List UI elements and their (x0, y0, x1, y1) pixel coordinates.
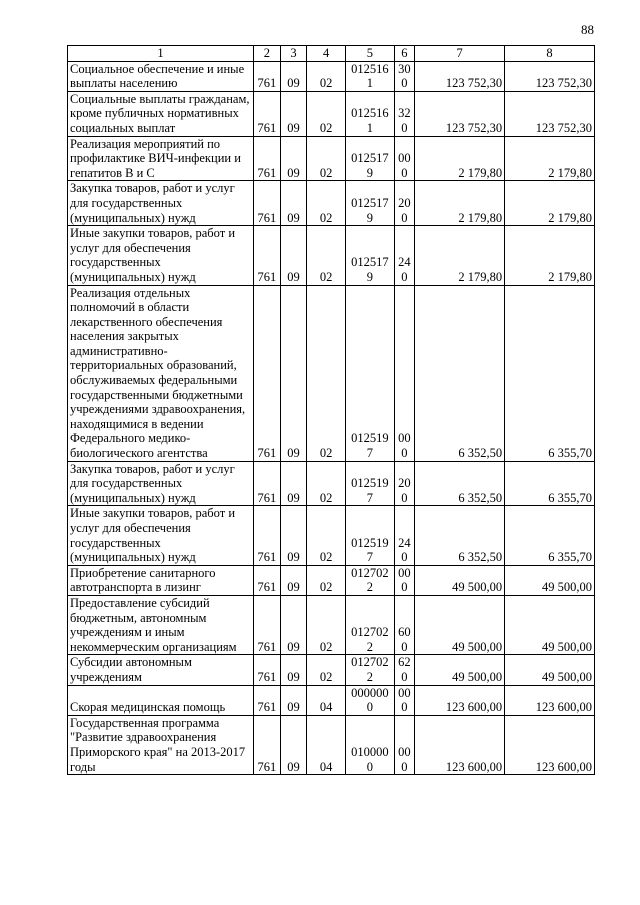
section-cell (280, 715, 306, 774)
expense-type-cell (394, 715, 414, 774)
target-article-cell (345, 715, 394, 774)
admin-code-cell (254, 565, 281, 595)
expense-type-cell (394, 136, 414, 181)
expense-type-cell-text: 240 (398, 535, 411, 565)
section-cell-text: 09 (287, 446, 300, 461)
target-article-cell-text: 0100000 (351, 744, 389, 774)
admin-code-cell-text: 761 (257, 759, 277, 774)
section-cell (280, 61, 306, 91)
amount-cell-text: 6 355,70 (548, 550, 592, 565)
section-cell (280, 91, 306, 136)
table-row (68, 655, 595, 685)
row-name-cell-text: Субсидии автономным учреждениям (70, 655, 192, 684)
row-name-cell (68, 136, 254, 181)
amount-cell (505, 285, 595, 461)
target-article-cell-text: 0125179 (351, 151, 389, 180)
target-article-cell-text: 0000000 (351, 685, 389, 715)
amount-cell (505, 61, 595, 91)
header-cell: 6 (394, 46, 414, 62)
section-cell-text: 09 (287, 490, 300, 505)
expense-type-cell (394, 181, 414, 226)
admin-code-cell (254, 461, 281, 506)
subsection-cell-text: 04 (319, 700, 333, 715)
table-row (68, 461, 595, 506)
admin-code-cell-text: 761 (257, 269, 277, 284)
subsection-cell (307, 226, 346, 285)
table-row (68, 685, 595, 715)
subsection-cell (307, 181, 346, 226)
target-article-cell-text: 0127022 (351, 565, 389, 595)
amount-cell-text: 6 352,50 (458, 550, 503, 565)
subsection-cell (307, 715, 346, 774)
expense-type-cell (394, 461, 414, 506)
amount-cell-text: 2 179,80 (458, 210, 503, 225)
amount-cell-text: 2 179,80 (548, 165, 592, 180)
section-cell (280, 685, 306, 715)
table-row (68, 136, 595, 181)
target-article-cell-text: 0125197 (351, 476, 389, 505)
amount-cell (505, 461, 595, 506)
row-name-cell (68, 595, 254, 654)
subsection-cell-text: 02 (319, 669, 333, 684)
admin-code-cell-text: 761 (257, 550, 277, 565)
expense-type-cell-text: 200 (398, 195, 411, 225)
amount-cell-text: 2 179,80 (458, 269, 503, 284)
expense-type-cell-text: 000 (398, 431, 411, 461)
expense-type-cell (394, 655, 414, 685)
admin-code-cell-text: 761 (257, 700, 277, 715)
budget-table (67, 45, 595, 775)
amount-cell-text: 123 600,00 (445, 700, 503, 715)
admin-code-cell (254, 226, 281, 285)
target-article-cell-text: 0125197 (351, 431, 389, 461)
section-cell (280, 226, 306, 285)
amount-cell (505, 136, 595, 181)
section-cell (280, 181, 306, 226)
subsection-cell-text: 02 (319, 120, 333, 135)
subsection-cell-text: 02 (319, 76, 333, 91)
admin-code-cell-text: 761 (257, 580, 277, 595)
row-name-cell-text: Реализация отдельных полномочий в области лекарственного обеспечения населения закрытых административно-территориальных образований, обслуживаемых федеральными государственными бюджетными учреждениями здравоохранения, находящимися в ведении Федерального медико-биологического агентства (70, 285, 246, 461)
amount-cell-text: 49 500,00 (452, 669, 503, 684)
subsection-cell (307, 285, 346, 461)
table-row (68, 91, 595, 136)
target-article-cell-text: 0125179 (351, 255, 389, 284)
admin-code-cell-text: 761 (257, 76, 277, 91)
admin-code-cell (254, 136, 281, 181)
section-cell-text: 09 (287, 76, 300, 91)
target-article-cell-text: 0125197 (351, 535, 389, 565)
admin-code-cell (254, 685, 281, 715)
row-name-cell-text: Государственная программа "Развитие здравоохранения Приморского края" на 2013-2017 годы (70, 715, 246, 774)
section-cell (280, 655, 306, 685)
row-name-cell (68, 715, 254, 774)
expense-type-cell-text: 320 (398, 106, 411, 135)
amount-cell (505, 181, 595, 226)
amount-cell (415, 61, 505, 91)
header-cell: 4 (307, 46, 346, 62)
subsection-cell-text: 02 (319, 165, 333, 180)
row-name-cell (68, 61, 254, 91)
target-article-cell (345, 685, 394, 715)
section-cell-text: 09 (287, 269, 300, 284)
admin-code-cell (254, 285, 281, 461)
amount-cell-text: 6 355,70 (548, 490, 592, 505)
admin-code-cell-text: 761 (257, 639, 277, 654)
table-row (68, 506, 595, 565)
expense-type-cell-text: 000 (398, 685, 411, 715)
target-article-cell-text: 0125161 (351, 61, 389, 91)
row-name-cell-text: Иные закупки товаров, работ и услуг для обеспечения государственных (муниципальных) нужд (70, 506, 236, 565)
amount-cell (505, 91, 595, 136)
admin-code-cell (254, 61, 281, 91)
expense-type-cell-text: 000 (398, 565, 411, 595)
amount-cell (415, 565, 505, 595)
row-name-cell (68, 461, 254, 506)
admin-code-cell-text: 761 (257, 120, 277, 135)
amount-cell (415, 91, 505, 136)
expense-type-cell-text: 000 (398, 744, 411, 774)
subsection-cell (307, 506, 346, 565)
section-cell (280, 136, 306, 181)
amount-cell-text: 6 352,50 (458, 446, 503, 461)
subsection-cell-text: 02 (319, 550, 333, 565)
target-article-cell (345, 181, 394, 226)
expense-type-cell-text: 600 (398, 625, 411, 654)
amount-cell (505, 595, 595, 654)
amount-cell (505, 655, 595, 685)
expense-type-cell (394, 91, 414, 136)
section-cell-text: 09 (287, 580, 300, 595)
amount-cell-text: 123 600,00 (445, 759, 503, 774)
amount-cell (505, 715, 595, 774)
admin-code-cell (254, 91, 281, 136)
section-cell (280, 285, 306, 461)
header-cell: 1 (68, 46, 254, 62)
section-cell-text: 09 (287, 700, 300, 715)
subsection-cell-text: 02 (319, 210, 333, 225)
row-name-cell-text: Закупка товаров, работ и услуг для государственных (муниципальных) нужд (70, 181, 235, 225)
section-cell (280, 461, 306, 506)
row-name-cell-text: Закупка товаров, работ и услуг для государственных (муниципальных) нужд (70, 461, 235, 505)
admin-code-cell-text: 761 (257, 446, 277, 461)
target-article-cell (345, 136, 394, 181)
amount-cell (415, 715, 505, 774)
row-name-cell-text: Приобретение санитарного автотранспорта в лизинг (70, 565, 216, 595)
amount-cell-text: 123 752,30 (535, 76, 592, 91)
amount-cell (505, 685, 595, 715)
subsection-cell-text: 02 (319, 269, 333, 284)
amount-cell-text: 49 500,00 (542, 580, 592, 595)
amount-cell-text: 6 355,70 (548, 446, 592, 461)
target-article-cell (345, 61, 394, 91)
row-name-cell (68, 226, 254, 285)
section-cell-text: 09 (287, 550, 300, 565)
amount-cell (505, 565, 595, 595)
amount-cell (505, 226, 595, 285)
admin-code-cell-text: 761 (257, 669, 277, 684)
amount-cell-text: 123 752,30 (445, 76, 503, 91)
table-row (68, 715, 595, 774)
table-row (68, 595, 595, 654)
admin-code-cell-text: 761 (257, 490, 277, 505)
row-name-cell (68, 285, 254, 461)
subsection-cell-text: 04 (319, 759, 333, 774)
admin-code-cell (254, 595, 281, 654)
table-row (68, 285, 595, 461)
section-cell (280, 565, 306, 595)
table-row (68, 61, 595, 91)
header-cell: 5 (345, 46, 394, 62)
row-name-cell (68, 655, 254, 685)
target-article-cell (345, 506, 394, 565)
admin-code-cell (254, 181, 281, 226)
amount-cell-text: 49 500,00 (542, 669, 592, 684)
section-cell-text: 09 (287, 669, 300, 684)
subsection-cell-text: 02 (319, 580, 333, 595)
admin-code-cell (254, 715, 281, 774)
subsection-cell (307, 91, 346, 136)
target-article-cell (345, 461, 394, 506)
section-cell-text: 09 (287, 759, 300, 774)
amount-cell-text: 2 179,80 (548, 210, 592, 225)
amount-cell (505, 506, 595, 565)
row-name-cell-text: Социальные выплаты гражданам, кроме публичных нормативных социальных выплат (70, 91, 250, 135)
admin-code-cell (254, 506, 281, 565)
target-article-cell-text: 0127022 (351, 625, 389, 654)
amount-cell-text: 123 600,00 (535, 759, 592, 774)
amount-cell-text: 6 352,50 (458, 490, 503, 505)
admin-code-cell (254, 655, 281, 685)
table-header-row (68, 46, 595, 62)
expense-type-cell (394, 61, 414, 91)
amount-cell (415, 506, 505, 565)
table-row (68, 565, 595, 595)
target-article-cell (345, 285, 394, 461)
expense-type-cell (394, 226, 414, 285)
amount-cell-text: 49 500,00 (542, 639, 592, 654)
expense-type-cell (394, 506, 414, 565)
header-cell: 8 (505, 46, 595, 62)
expense-type-cell (394, 595, 414, 654)
subsection-cell-text: 02 (319, 446, 333, 461)
header-cell: 3 (280, 46, 306, 62)
expense-type-cell (394, 685, 414, 715)
amount-cell-text: 49 500,00 (452, 639, 503, 654)
header-cell: 7 (415, 46, 505, 62)
section-cell (280, 595, 306, 654)
amount-cell-text: 123 600,00 (535, 700, 592, 715)
expense-type-cell (394, 285, 414, 461)
subsection-cell (307, 61, 346, 91)
section-cell-text: 09 (287, 120, 300, 135)
subsection-cell (307, 565, 346, 595)
amount-cell-text: 2 179,80 (548, 269, 592, 284)
row-name-cell (68, 685, 254, 715)
row-name-cell-text: Предоставление субсидий бюджетным, автономным учреждениям и иным некоммерческим организациям (70, 595, 237, 654)
amount-cell-text: 2 179,80 (458, 165, 503, 180)
amount-cell (415, 595, 505, 654)
expense-type-cell-text: 300 (398, 61, 411, 91)
row-name-cell-text: Иные закупки товаров, работ и услуг для обеспечения государственных (муниципальных) нужд (70, 226, 236, 284)
expense-type-cell (394, 565, 414, 595)
target-article-cell (345, 226, 394, 285)
amount-cell (415, 655, 505, 685)
header-cell: 2 (254, 46, 281, 62)
table-row (68, 181, 595, 226)
target-article-cell (345, 565, 394, 595)
amount-cell (415, 461, 505, 506)
expense-type-cell-text: 200 (398, 476, 411, 505)
subsection-cell-text: 02 (319, 639, 333, 654)
expense-type-cell-text: 240 (398, 255, 411, 284)
amount-cell-text: 123 752,30 (535, 120, 592, 135)
row-name-cell-text: Скорая медицинская помощь (70, 700, 226, 715)
target-article-cell (345, 91, 394, 136)
target-article-cell-text: 0125161 (351, 106, 389, 135)
target-article-cell (345, 655, 394, 685)
subsection-cell-text: 02 (319, 490, 333, 505)
target-article-cell-text: 0127022 (351, 655, 389, 684)
row-name-cell-text: Реализация мероприятий по профилактике ВИЧ-инфекции и гепатитов В и С (70, 136, 241, 180)
page-number: 88 (581, 22, 594, 37)
section-cell (280, 506, 306, 565)
amount-cell (415, 685, 505, 715)
subsection-cell (307, 655, 346, 685)
amount-cell (415, 285, 505, 461)
section-cell-text: 09 (287, 639, 300, 654)
row-name-cell-text: Социальное обеспечение и иные выплаты населению (70, 61, 245, 91)
subsection-cell (307, 685, 346, 715)
subsection-cell (307, 461, 346, 506)
row-name-cell (68, 565, 254, 595)
subsection-cell (307, 595, 346, 654)
subsection-cell (307, 136, 346, 181)
amount-cell (415, 136, 505, 181)
target-article-cell-text: 0125179 (351, 195, 389, 225)
row-name-cell (68, 91, 254, 136)
table-row (68, 226, 595, 285)
section-cell-text: 09 (287, 165, 300, 180)
row-name-cell (68, 181, 254, 226)
expense-type-cell-text: 000 (398, 151, 411, 180)
amount-cell (415, 226, 505, 285)
admin-code-cell-text: 761 (257, 165, 277, 180)
expense-type-cell-text: 620 (398, 655, 411, 684)
row-name-cell (68, 506, 254, 565)
amount-cell-text: 123 752,30 (445, 120, 503, 135)
target-article-cell (345, 595, 394, 654)
amount-cell-text: 49 500,00 (452, 580, 503, 595)
amount-cell (415, 181, 505, 226)
section-cell-text: 09 (287, 210, 300, 225)
admin-code-cell-text: 761 (257, 210, 277, 225)
